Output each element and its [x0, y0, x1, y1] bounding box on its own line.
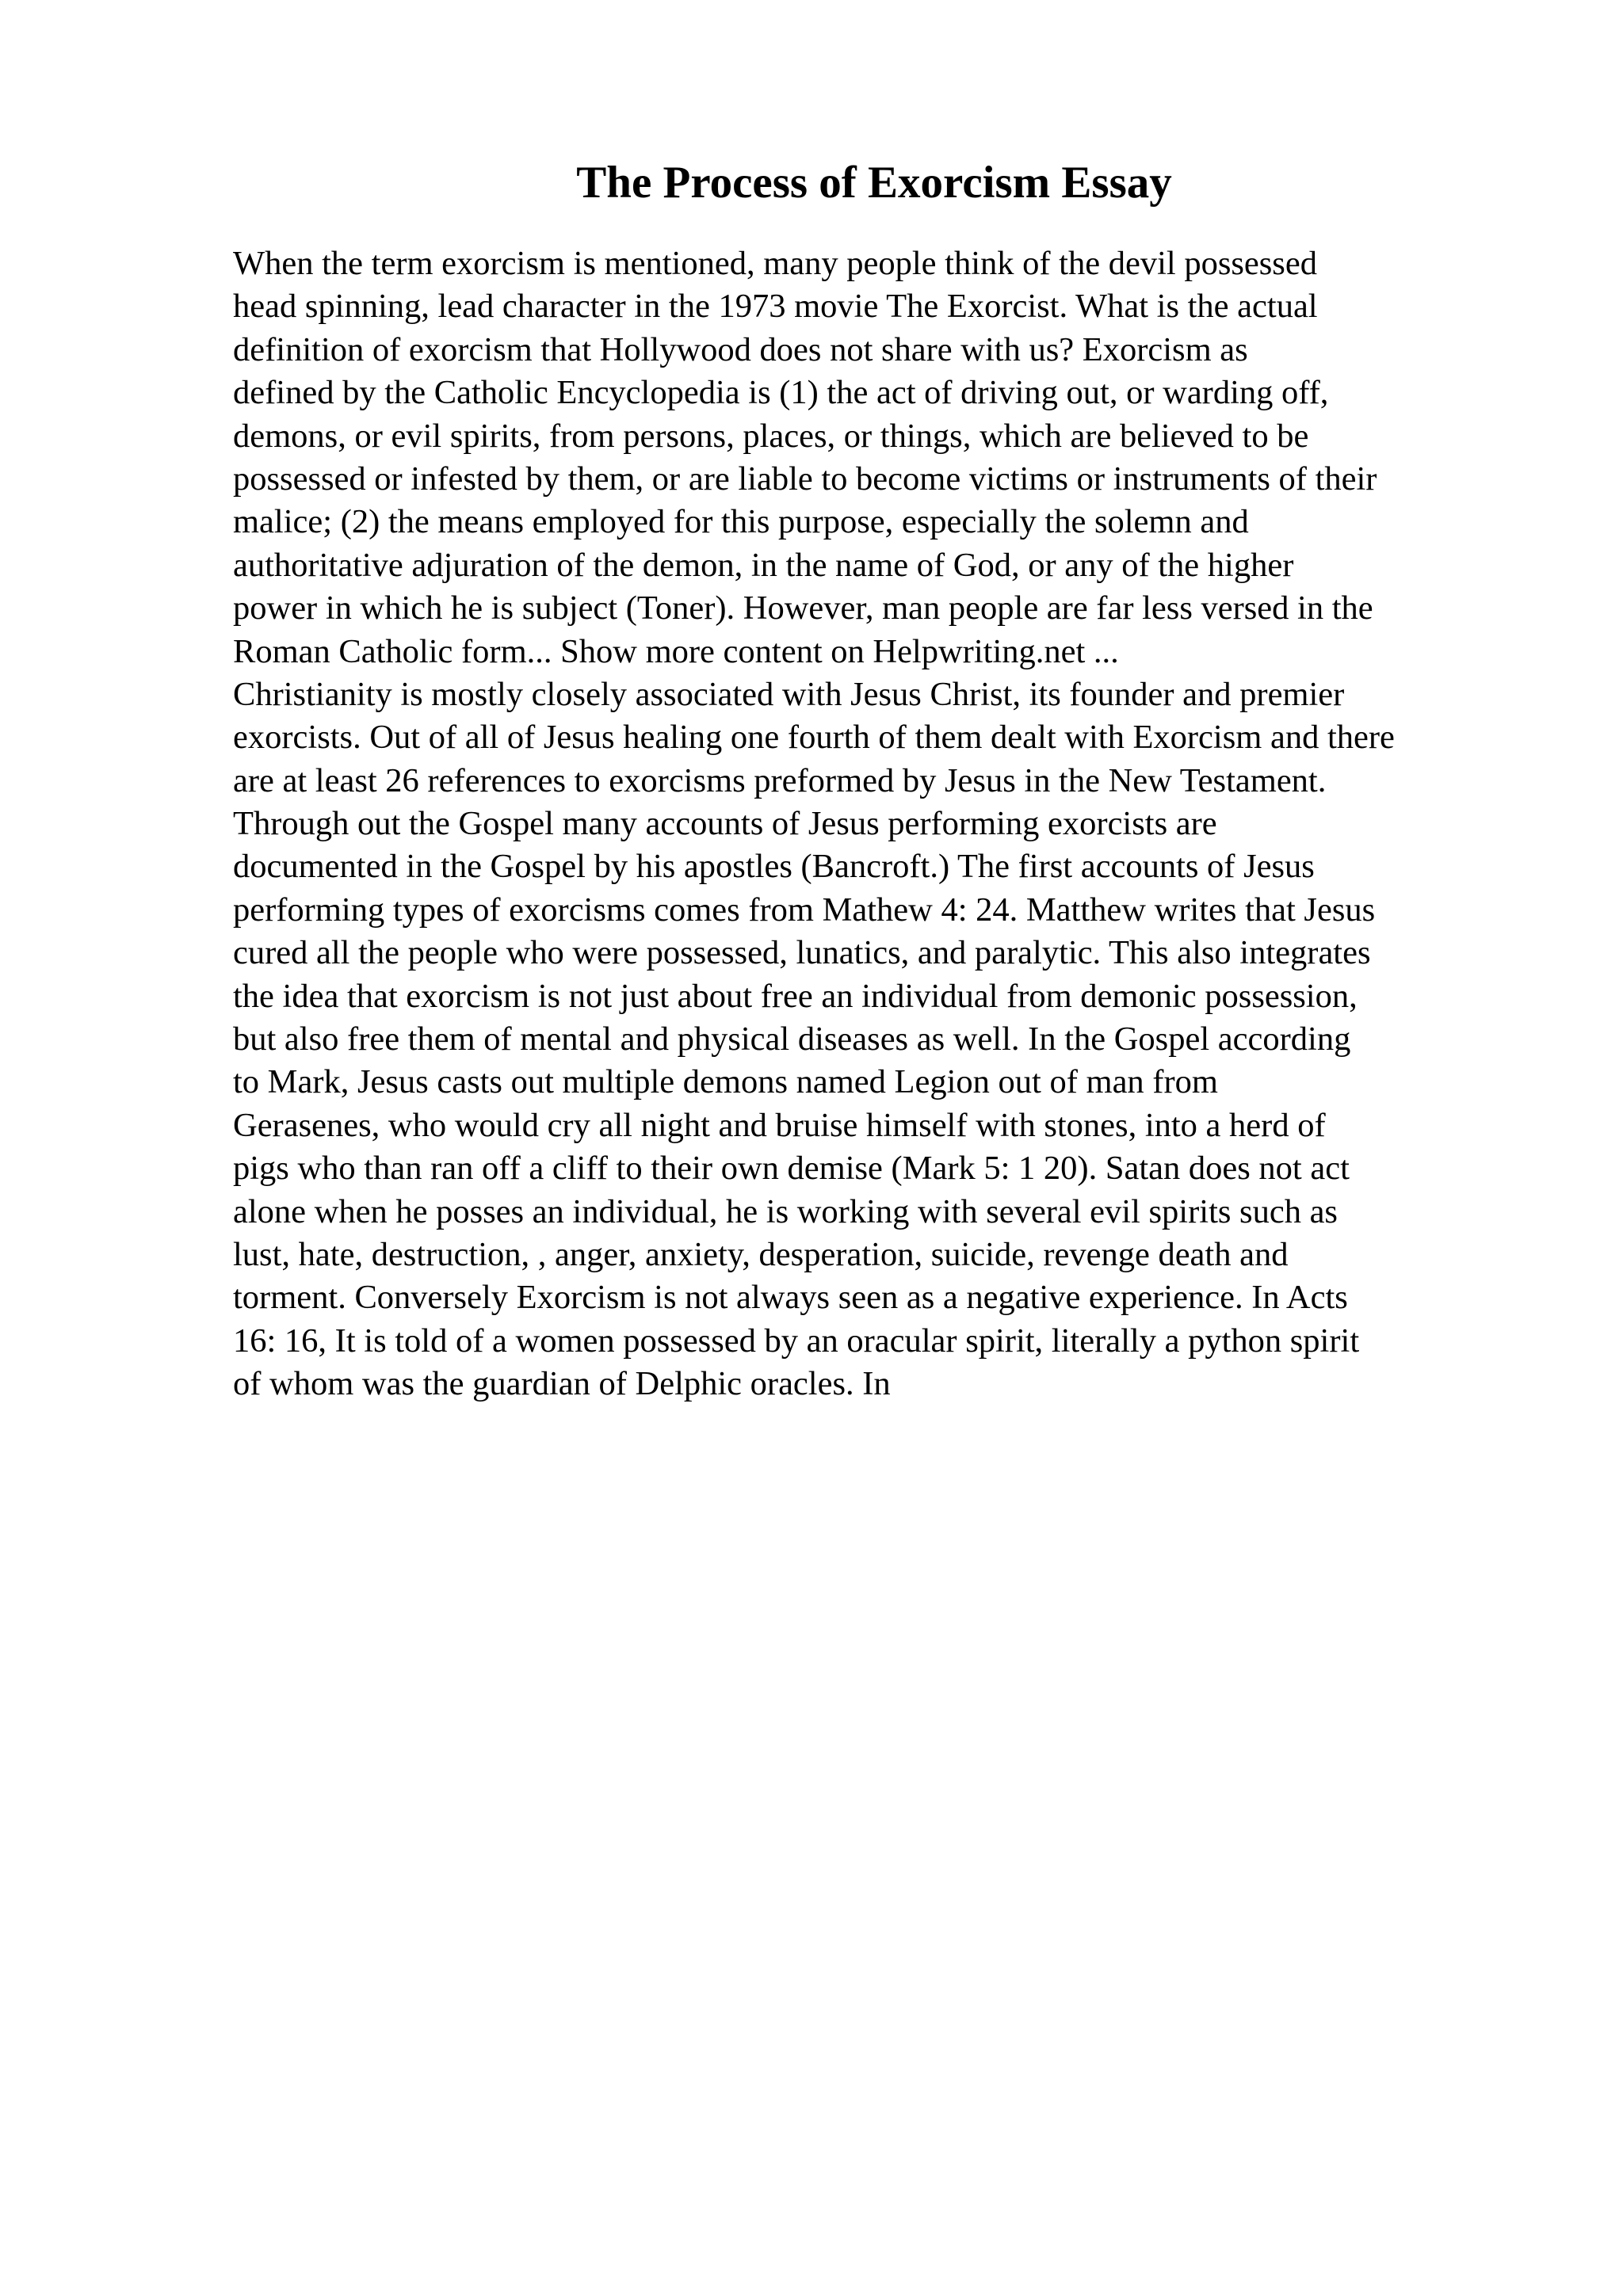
text-line: exorcists. Out of all of Jesus healing one fourth of them dealt with Exorcism and there: [233, 719, 1395, 757]
text-line: Gerasenes, who would cry all night and bruise himself with stones, into a herd of: [233, 1106, 1326, 1144]
text-line: torment. Conversely Exorcism is not always seen as a negative experience. In Acts: [233, 1279, 1348, 1317]
text-line: lust, hate, destruction, , anger, anxiety, desperation, suicide, revenge death and: [233, 1235, 1289, 1273]
text-line: the idea that exorcism is not just about free an individual from demonic possession,: [233, 977, 1358, 1015]
text-line: Through out the Gospel many accounts of Jesus performing exorcists are: [233, 805, 1217, 843]
text-line: pigs who than ran off a cliff to their own demise (Mark 5: 1 20). Satan does not act: [233, 1150, 1350, 1188]
text-line: are at least 26 references to exorcisms preformed by Jesus in the New Testament.: [233, 761, 1327, 799]
text-line: authoritative adjuration of the demon, in the name of God, or any of the higher: [233, 546, 1294, 584]
text-line: power in which he is subject (Toner). However, man people are far less versed in the: [233, 589, 1373, 627]
text-line: When the term exorcism is mentioned, many people think of the devil possessed: [233, 245, 1317, 282]
text-line: defined by the Catholic Encyclopedia is (1) the act of driving out, or warding off,: [233, 374, 1329, 412]
text-line: malice; (2) the means employed for this purpose, especially the solemn and: [233, 503, 1249, 541]
text-line: definition of exorcism that Hollywood does not share with us? Exorcism as: [233, 330, 1248, 368]
text-line: possessed or infested by them, or are liable to become victims or instruments of their: [233, 460, 1377, 498]
text-line: of whom was the guardian of Delphic oracles. In: [233, 1365, 891, 1403]
text-line: demons, or evil spirits, from persons, places, or things, which are believed to be: [233, 417, 1309, 455]
text-line: performing types of exorcisms comes from Mathew 4: 24. Matthew writes that Jesus: [233, 891, 1376, 929]
text-line: head spinning, lead character in the 1973 movie The Exorcist. What is the actual: [233, 288, 1318, 326]
text-line: 16: 16, It is told of a women possessed by an oracular spirit, literally a python spirit: [233, 1322, 1360, 1360]
text-line: alone when he posses an individual, he is working with several evil spirits such as: [233, 1192, 1338, 1230]
text-line: to Mark, Jesus casts out multiple demons named Legion out of man from: [233, 1063, 1218, 1101]
essay-body: [233, 242, 1580, 1406]
text-line: Christianity is mostly closely associated with Jesus Christ, its founder and premier: [233, 675, 1345, 713]
text-line: documented in the Gospel by his apostles (Bancroft.) The first accounts of Jesus: [233, 848, 1315, 886]
text-line: cured all the people who were possessed, lunatics, and paralytic. This also integrates: [233, 934, 1371, 972]
document-title: The Process of Exorcism Essay: [576, 158, 1172, 208]
text-line: but also free them of mental and physical diseases as well. In the Gospel according: [233, 1020, 1351, 1058]
text-line: Roman Catholic form... Show more content on Helpwriting.net ...: [233, 632, 1119, 670]
